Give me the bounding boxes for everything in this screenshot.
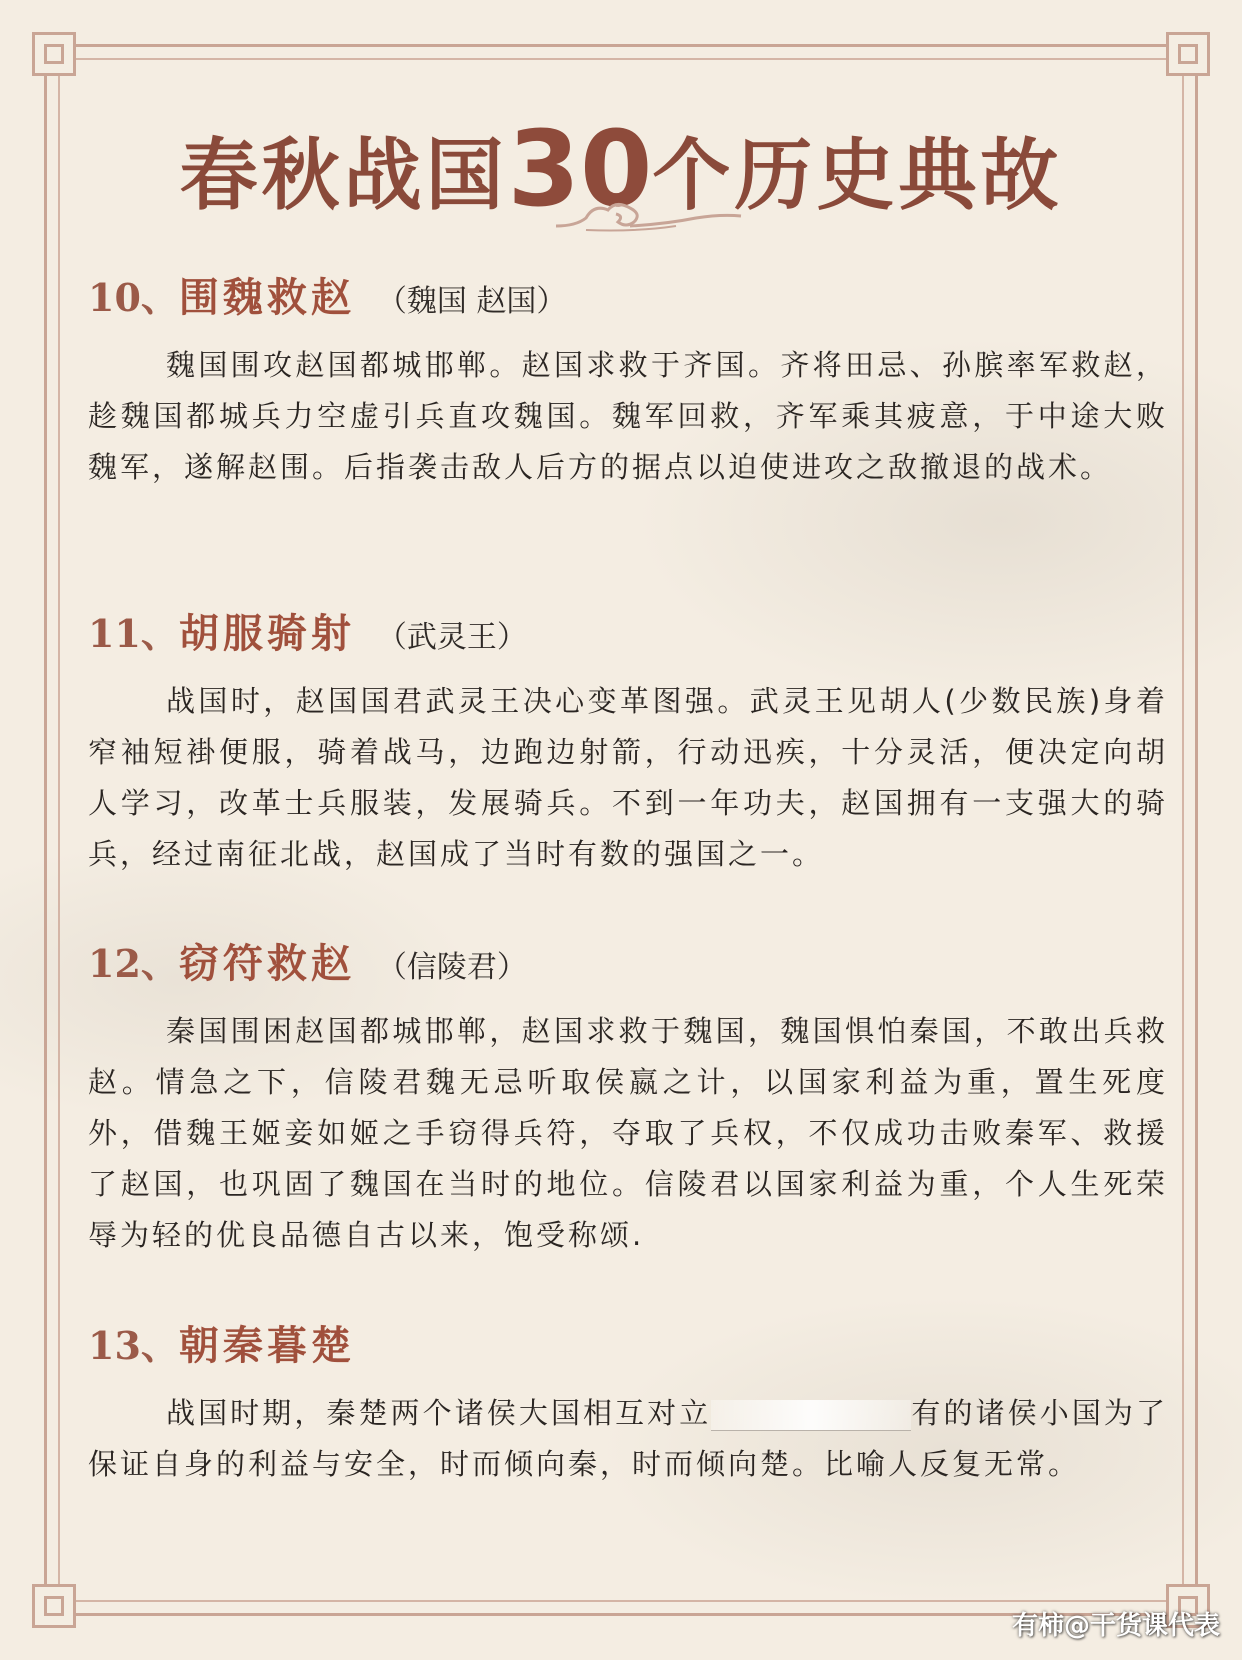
watermark: 有柿@干货课代表 — [1011, 1611, 1220, 1641]
story-number: 10、 — [88, 275, 179, 320]
story-heading — [88, 270, 1168, 326]
story-heading — [88, 1318, 1168, 1374]
corner-ornament — [1166, 32, 1210, 76]
story-number: 11、 — [88, 611, 179, 656]
story-body: 战国时，赵国国君武灵王决心变革图强。武灵王见胡人(少数民族)身着窄袖短褂便服，骑着战马，边跑边射箭，行动迅疾，十分灵活，便决定向胡人学习，改革士兵服装，发展骑兵。不到一年功夫，赵国拥有一支强大的骑兵，经过南征北战，赵国成了当时有数的强国之一。 — [88, 684, 1168, 871]
cloud-icon — [546, 196, 746, 236]
story-people: （武灵王） — [376, 620, 527, 655]
story-body: 魏国围攻赵国都城邯郸。赵国求救于齐国。齐将田忌、孙膑率军救赵，趁魏国都城兵力空虚引兵直攻魏国。魏军回救，齐军乘其疲意，于中途大败魏军，遂解赵围。后指袭击敌人后方的据点以迫使进攻之敌撤退的战术。 — [88, 348, 1168, 484]
story-10 — [88, 270, 1168, 493]
story-title: 朝秦暮楚 — [178, 1323, 355, 1369]
redacted-patch — [711, 1400, 911, 1431]
story-heading — [88, 606, 1168, 662]
story-number: 12、 — [88, 941, 179, 986]
title-part1: 春秋战国 — [179, 131, 508, 221]
title-part2: 个历史典故 — [652, 131, 1063, 221]
story-11 — [88, 606, 1168, 880]
story-12 — [88, 936, 1168, 1261]
story-title: 窃符救赵 — [178, 941, 355, 987]
story-title: 胡服骑射 — [178, 611, 355, 657]
story-people: （魏国 赵国） — [376, 284, 567, 319]
story-body-part1: 战国时期，秦楚两个诸侯大国相互对立 — [166, 1396, 712, 1430]
corner-ornament — [32, 32, 76, 76]
story-body: 秦国围困赵国都城邯郸，赵国求救于魏国，魏国惧怕秦国，不敢出兵救赵。情急之下，信陵君魏无忌听取侯嬴之计，以国家利益为重，置生死度外，借魏王姬妾如姬之手窃得兵符，夺取了兵权，不仅成功击败秦军、救援了赵国，也巩固了魏国在当时的地位。信陵君以国家利益为重，个人生死荣辱为轻的优良品德自古以来，饱受称颂. — [88, 1014, 1168, 1252]
story-people: （信陵君） — [376, 950, 527, 985]
story-13 — [88, 1318, 1168, 1490]
story-title: 围魏救赵 — [178, 275, 355, 321]
story-body-part2: 有的诸侯小国为了保证自身的利益与安全，时而倾向秦，时而倾向楚。比喻人反复无常。 — [88, 1396, 1168, 1481]
title-number: 30 — [507, 108, 653, 230]
story-number: 13、 — [88, 1323, 179, 1368]
story-body — [88, 1388, 1168, 1490]
story-heading — [88, 936, 1168, 992]
corner-ornament — [32, 1584, 76, 1628]
